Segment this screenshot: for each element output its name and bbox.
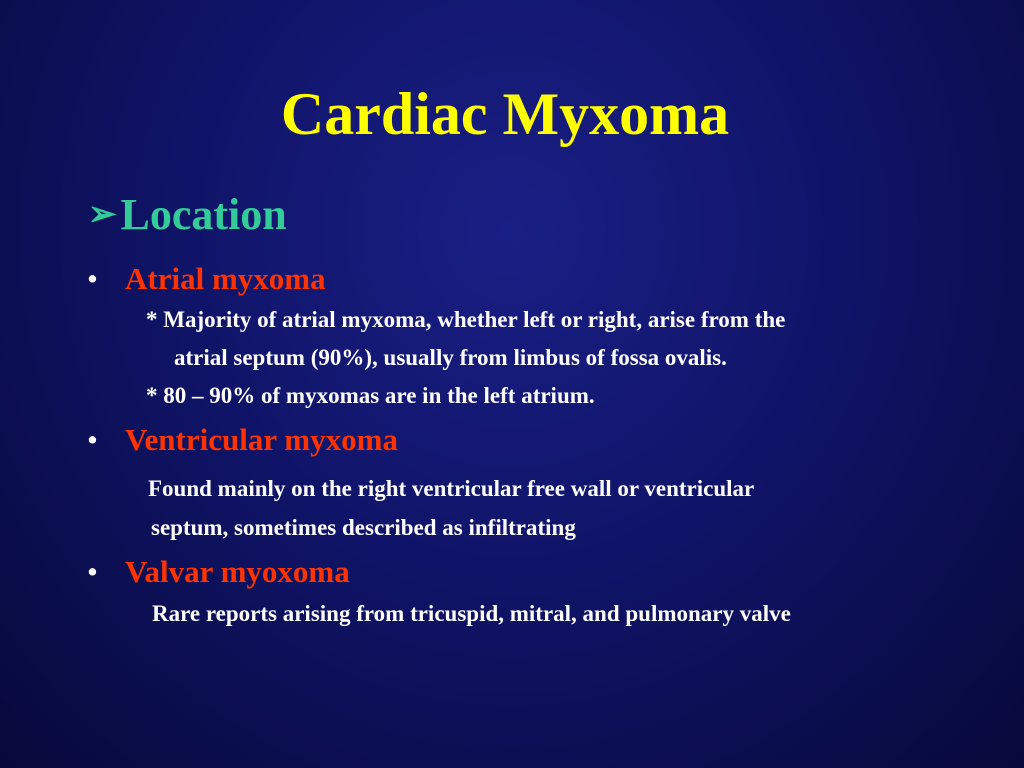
slide-title: Cardiac Myxoma	[280, 81, 730, 147]
detail-line: * Majority of atrial myxoma, whether left or right, arise from the	[146, 307, 786, 332]
bullet-dot-icon: •	[87, 554, 98, 589]
bullet-atrial-myxoma	[87, 261, 326, 297]
arrow-bullet-icon: ➢	[88, 196, 117, 233]
bullet-heading: Valvar myoxoma	[125, 554, 350, 589]
detail-line: atrial septum (90%), usually from limbus of fossa ovalis.	[174, 345, 727, 370]
bullet-heading: Atrial myxoma	[125, 261, 326, 296]
bullet-heading: Ventricular myxoma	[125, 422, 398, 457]
bullet-ventricular-myxoma	[87, 422, 398, 458]
section-heading	[88, 187, 287, 243]
detail-line: Found mainly on the right ventricular free wall or ventricular	[148, 476, 755, 501]
section-label: Location	[120, 190, 287, 239]
detail-line: * 80 – 90% of myxomas are in the left atrium.	[146, 383, 595, 408]
bullet-dot-icon: •	[87, 261, 98, 296]
bullet-dot-icon: •	[87, 422, 98, 457]
bullet-valvar-myoxoma	[87, 554, 350, 590]
detail-line: septum, sometimes described as infiltrating	[151, 515, 576, 540]
detail-line: Rare reports arising from tricuspid, mitral, and pulmonary valve	[152, 601, 791, 626]
